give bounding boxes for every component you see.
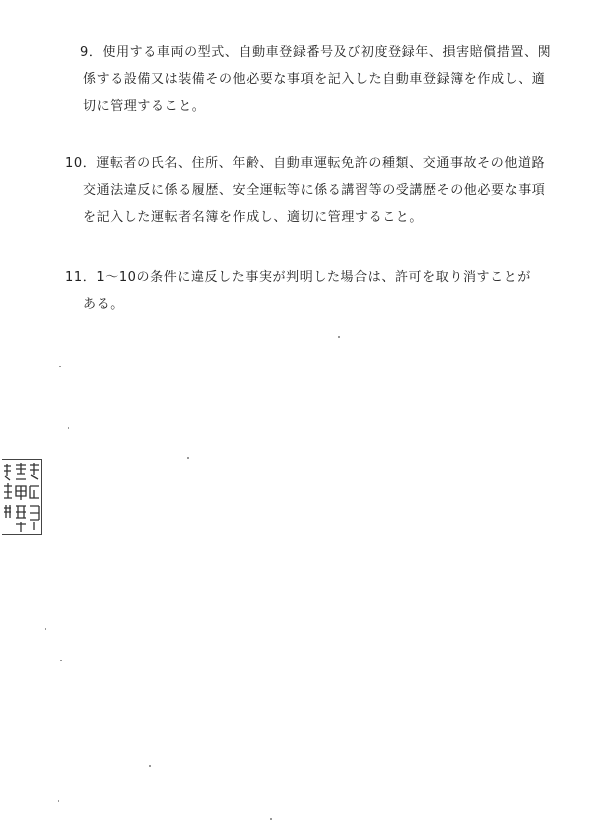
clause-10-line-3: を記入した運転者名簿を作成し、適切に管理すること。 [83,210,424,225]
clause-9-line-3: 切に管理すること。 [83,99,206,114]
scan-speck [68,427,69,429]
clause-9-line-1: 9．使用する車両の型式、自動車登録番号及び初度登録年、損害賠償措置、関 [80,45,552,60]
scan-speck [149,765,151,767]
scan-speck [60,660,62,661]
clause-10-line-2: 交通法違反に係る履歴、安全運転等に係る講習等の受講歴その他必要な事項 [83,183,546,198]
scan-speck [59,366,61,367]
seal-glyphs-icon [2,460,42,536]
clause-9 [0,39,600,120]
clause-9-line-2: 係する設備又は装備その他必要な事項を記入した自動車登録簿を作成し、適 [83,72,546,87]
clause-10-line-1: 10．運転者の氏名、住所、年齢、自動車運転免許の種類、交通事故その他道路 [65,156,546,171]
official-seal-stamp [2,459,42,535]
scan-speck [45,628,46,630]
clause-11-line-1: 11．1～10の条件に違反した事実が判明した場合は、許可を取り消すことが [65,270,531,285]
clause-11-line-2: ある。 [83,297,124,312]
clause-10 [0,150,600,231]
scan-speck [58,800,59,802]
clause-11 [0,264,600,318]
scan-speck [338,336,340,338]
scan-speck [270,818,272,820]
scan-speck [187,457,189,459]
